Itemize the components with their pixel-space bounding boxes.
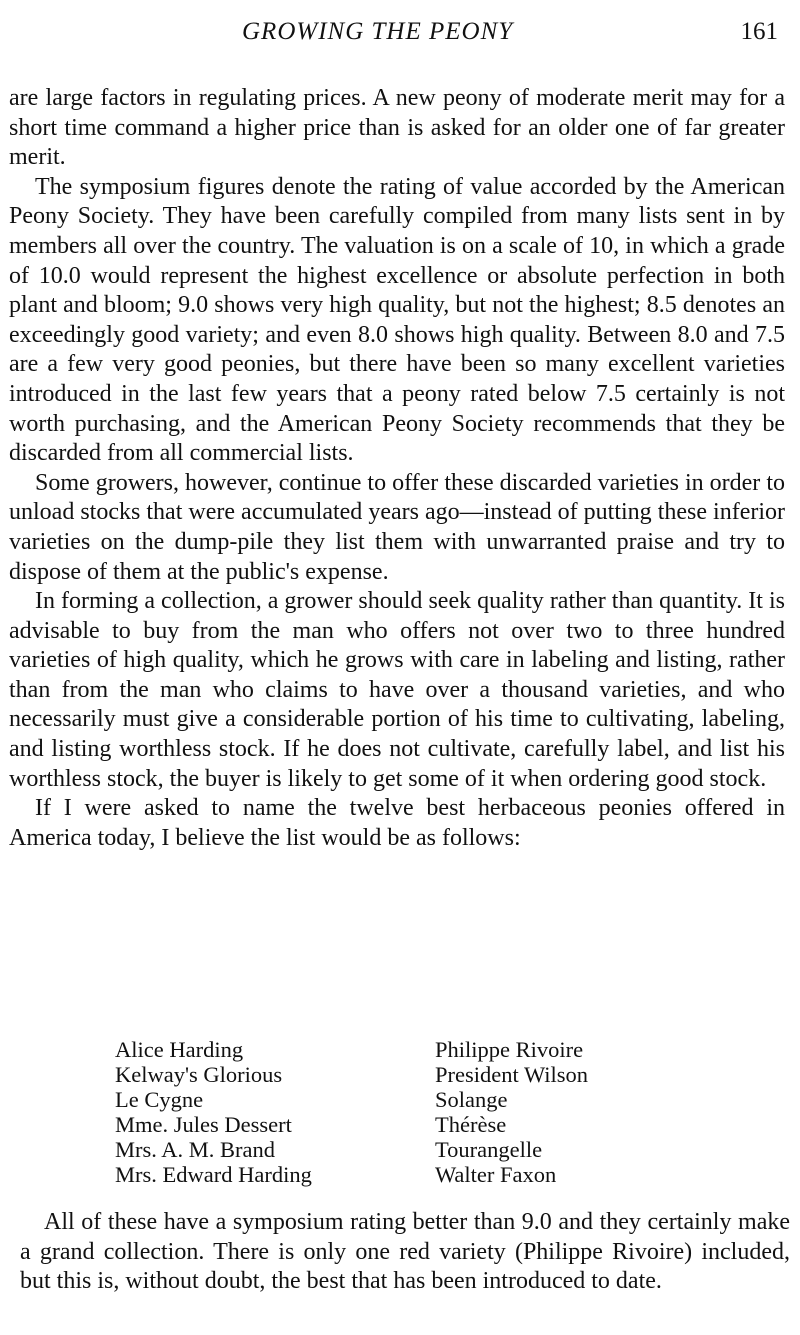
paragraph: are large factors in regulating prices. A new peony of moderate merit may for a short time command a higher price than is asked for an older one of far greater merit.: [9, 85, 785, 171]
paragraph: In forming a collection, a grower should seek quality rather than quantity. It is advisable to buy from the man who offers not over two to three hundred varieties of high quality, which he grows with care in labeling and listing, rather than from the man who claims to have over a thousand varieties, and who necessarily must give a considerable portion of his time to cultivating, labeling, and listing worthless stock. If he does not cultivate, carefully label, and list his worthless stock, the buyer is likely to get some of it when ordering good stock.: [9, 588, 785, 792]
paragraph: All of these have a symposium rating better than 9.0 and they certainly make a grand collection. There is only one red variety (Philippe Rivoire) included, but this is, without doubt, the best that has been introduced to date.: [20, 1209, 790, 1294]
peony-list-left-column: [115, 1037, 435, 1187]
peony-list-right-column: [435, 1037, 675, 1187]
list-item: Kelway's Glorious: [115, 1062, 283, 1087]
running-title: GROWING THE PEONY: [242, 18, 514, 45]
list-item: Thérèse: [435, 1112, 507, 1137]
list-item: Mme. Jules Dessert: [115, 1112, 292, 1137]
page-number: 161: [740, 18, 778, 45]
list-item: Alice Harding: [115, 1037, 244, 1062]
list-item: Le Cygne: [115, 1087, 204, 1112]
list-item: Mrs. Edward Harding: [115, 1162, 312, 1187]
peony-list: [115, 1037, 675, 1187]
closing-text: [20, 1208, 790, 1297]
list-item: President Wilson: [435, 1062, 589, 1087]
list-item: Tourangelle: [435, 1137, 543, 1162]
paragraph: The symposium figures denote the rating of value accorded by the American Peony Society. They have been carefully compiled from many lists sent in by members all over the country. The valuation is on a scale of 10, in which a grade of 10.0 would represent the highest excellence or absolute perfection in both plant and bloom; 9.0 shows very high quality, but not the highest; 8.5 denotes an exceedingly good variety; and even 8.0 shows high quality. Between 8.0 and 7.5 are a few very good peonies, but there have been so many excellent varieties introduced in the last few years that a peony rated below 7.5 certainly is not worth purchasing, and the American Peony Society recommends that they be discarded from all commercial lists.: [9, 173, 785, 467]
paragraph: Some growers, however, continue to offer these discarded varieties in order to unload stocks that were accumulated years ago—instead of putting these inferior varieties on the dump-pile they list them with unwarranted praise and try to dispose of them at the public's expense.: [9, 469, 785, 585]
page-header: [0, 18, 800, 52]
list-item: Mrs. A. M. Brand: [115, 1137, 276, 1162]
paragraph: If I were asked to name the twelve best herbaceous peonies offered in America today, I believe the list would be as follows:: [9, 795, 785, 851]
list-item: Solange: [435, 1087, 508, 1112]
list-item: Walter Faxon: [435, 1162, 557, 1187]
list-item: Philippe Rivoire: [435, 1037, 584, 1062]
body-text: [9, 84, 785, 853]
